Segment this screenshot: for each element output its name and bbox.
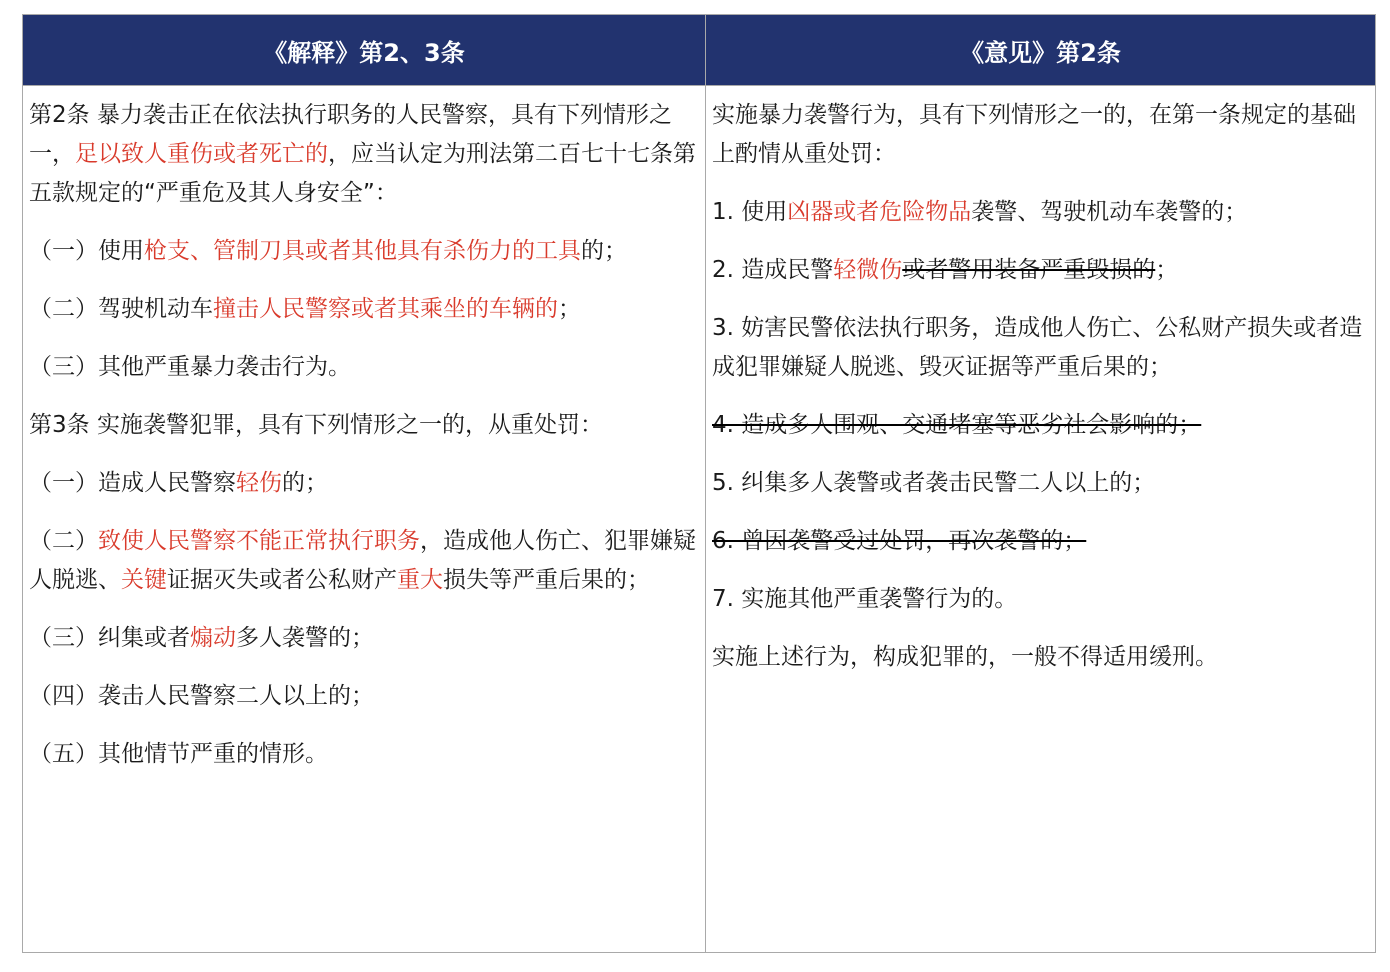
highlight: 枪支、管制刀具或者其他具有杀伤力的工具 (144, 238, 581, 264)
opinion-item-1: 1. 使用凶器或者危险物品袭警、驾驶机动车袭警的； (712, 199, 1248, 225)
article-3-item-5: （五）其他情节严重的情形。 (29, 741, 328, 767)
highlight: 轻微伤 (833, 257, 903, 283)
opinion-intro: 实施暴力袭警行为，具有下列情形之一的，在第一条规定的基础上酌情从重处罚： (712, 102, 1356, 167)
article-2: 第2条 暴力袭击正在依法执行职务的人民警察，具有下列情形之一，足以致人重伤或者死亡的，应当认定为刑法第二百七十七条第五款规定的“严重危及其人身安全”： (29, 102, 696, 206)
left-column (23, 86, 706, 953)
highlight: 致使人民警察不能正常执行职务 (98, 528, 420, 554)
opinion-closing: 实施上述行为，构成犯罪的，一般不得适用缓刑。 (712, 644, 1218, 670)
article-2-item-3: （三）其他严重暴力袭击行为。 (29, 354, 351, 380)
highlight: 煽动 (190, 625, 236, 651)
opinion-item-2: 2. 造成民警轻微伤或者警用装备严重毁损的； (712, 257, 1179, 283)
opinion-item-3: 3. 妨害民警依法执行职务，造成他人伤亡、公私财产损失或者造成犯罪嫌疑人脱逃、毁灭证据等严重后果的； (712, 315, 1363, 380)
article-3: 第3条 实施袭警犯罪，具有下列情形之一的，从重处罚： (29, 412, 603, 438)
article-3-item-3: （三）纠集或者煽动多人袭警的； (29, 625, 374, 651)
highlight: 足以致人重伤或者死亡的 (75, 141, 328, 167)
highlight: 轻伤 (236, 470, 282, 496)
article-2-item-1: （一）使用枪支、管制刀具或者其他具有杀伤力的工具的； (29, 238, 627, 264)
article-3-item-1: （一）造成人民警察轻伤的； (29, 470, 328, 496)
highlight: 重大 (397, 567, 443, 593)
opinion-item-7: 7. 实施其他严重袭警行为的。 (712, 586, 1018, 612)
opinion-item-4: 4. 造成多人围观、交通堵塞等恶劣社会影响的； (712, 412, 1202, 438)
opinion-item-6: 6. 曾因袭警受过处罚，再次袭警的； (712, 528, 1087, 554)
header-left: 《解释》第2、3条 (23, 15, 706, 86)
highlight: 撞击人民警察或者其乘坐的车辆的 (213, 296, 558, 322)
right-column (706, 86, 1376, 953)
highlight: 关键 (121, 567, 167, 593)
comparison-table (22, 14, 1376, 953)
article-3-item-2: （二）致使人民警察不能正常执行职务，造成他人伤亡、犯罪嫌疑人脱逃、关键证据灭失或者公私财产重大损失等严重后果的； (29, 528, 696, 593)
content-row (23, 86, 1376, 953)
header-row (23, 15, 1376, 86)
header-right: 《意见》第2条 (706, 15, 1376, 86)
highlight: 凶器或者危险物品 (787, 199, 972, 225)
article-3-item-4: （四）袭击人民警察二人以上的； (29, 683, 374, 709)
article-2-item-2: （二）驾驶机动车撞击人民警察或者其乘坐的车辆的； (29, 296, 581, 322)
opinion-item-5: 5. 纠集多人袭警或者袭击民警二人以上的； (712, 470, 1156, 496)
struck-text: 或者警用装备严重毁损的 (902, 257, 1156, 283)
